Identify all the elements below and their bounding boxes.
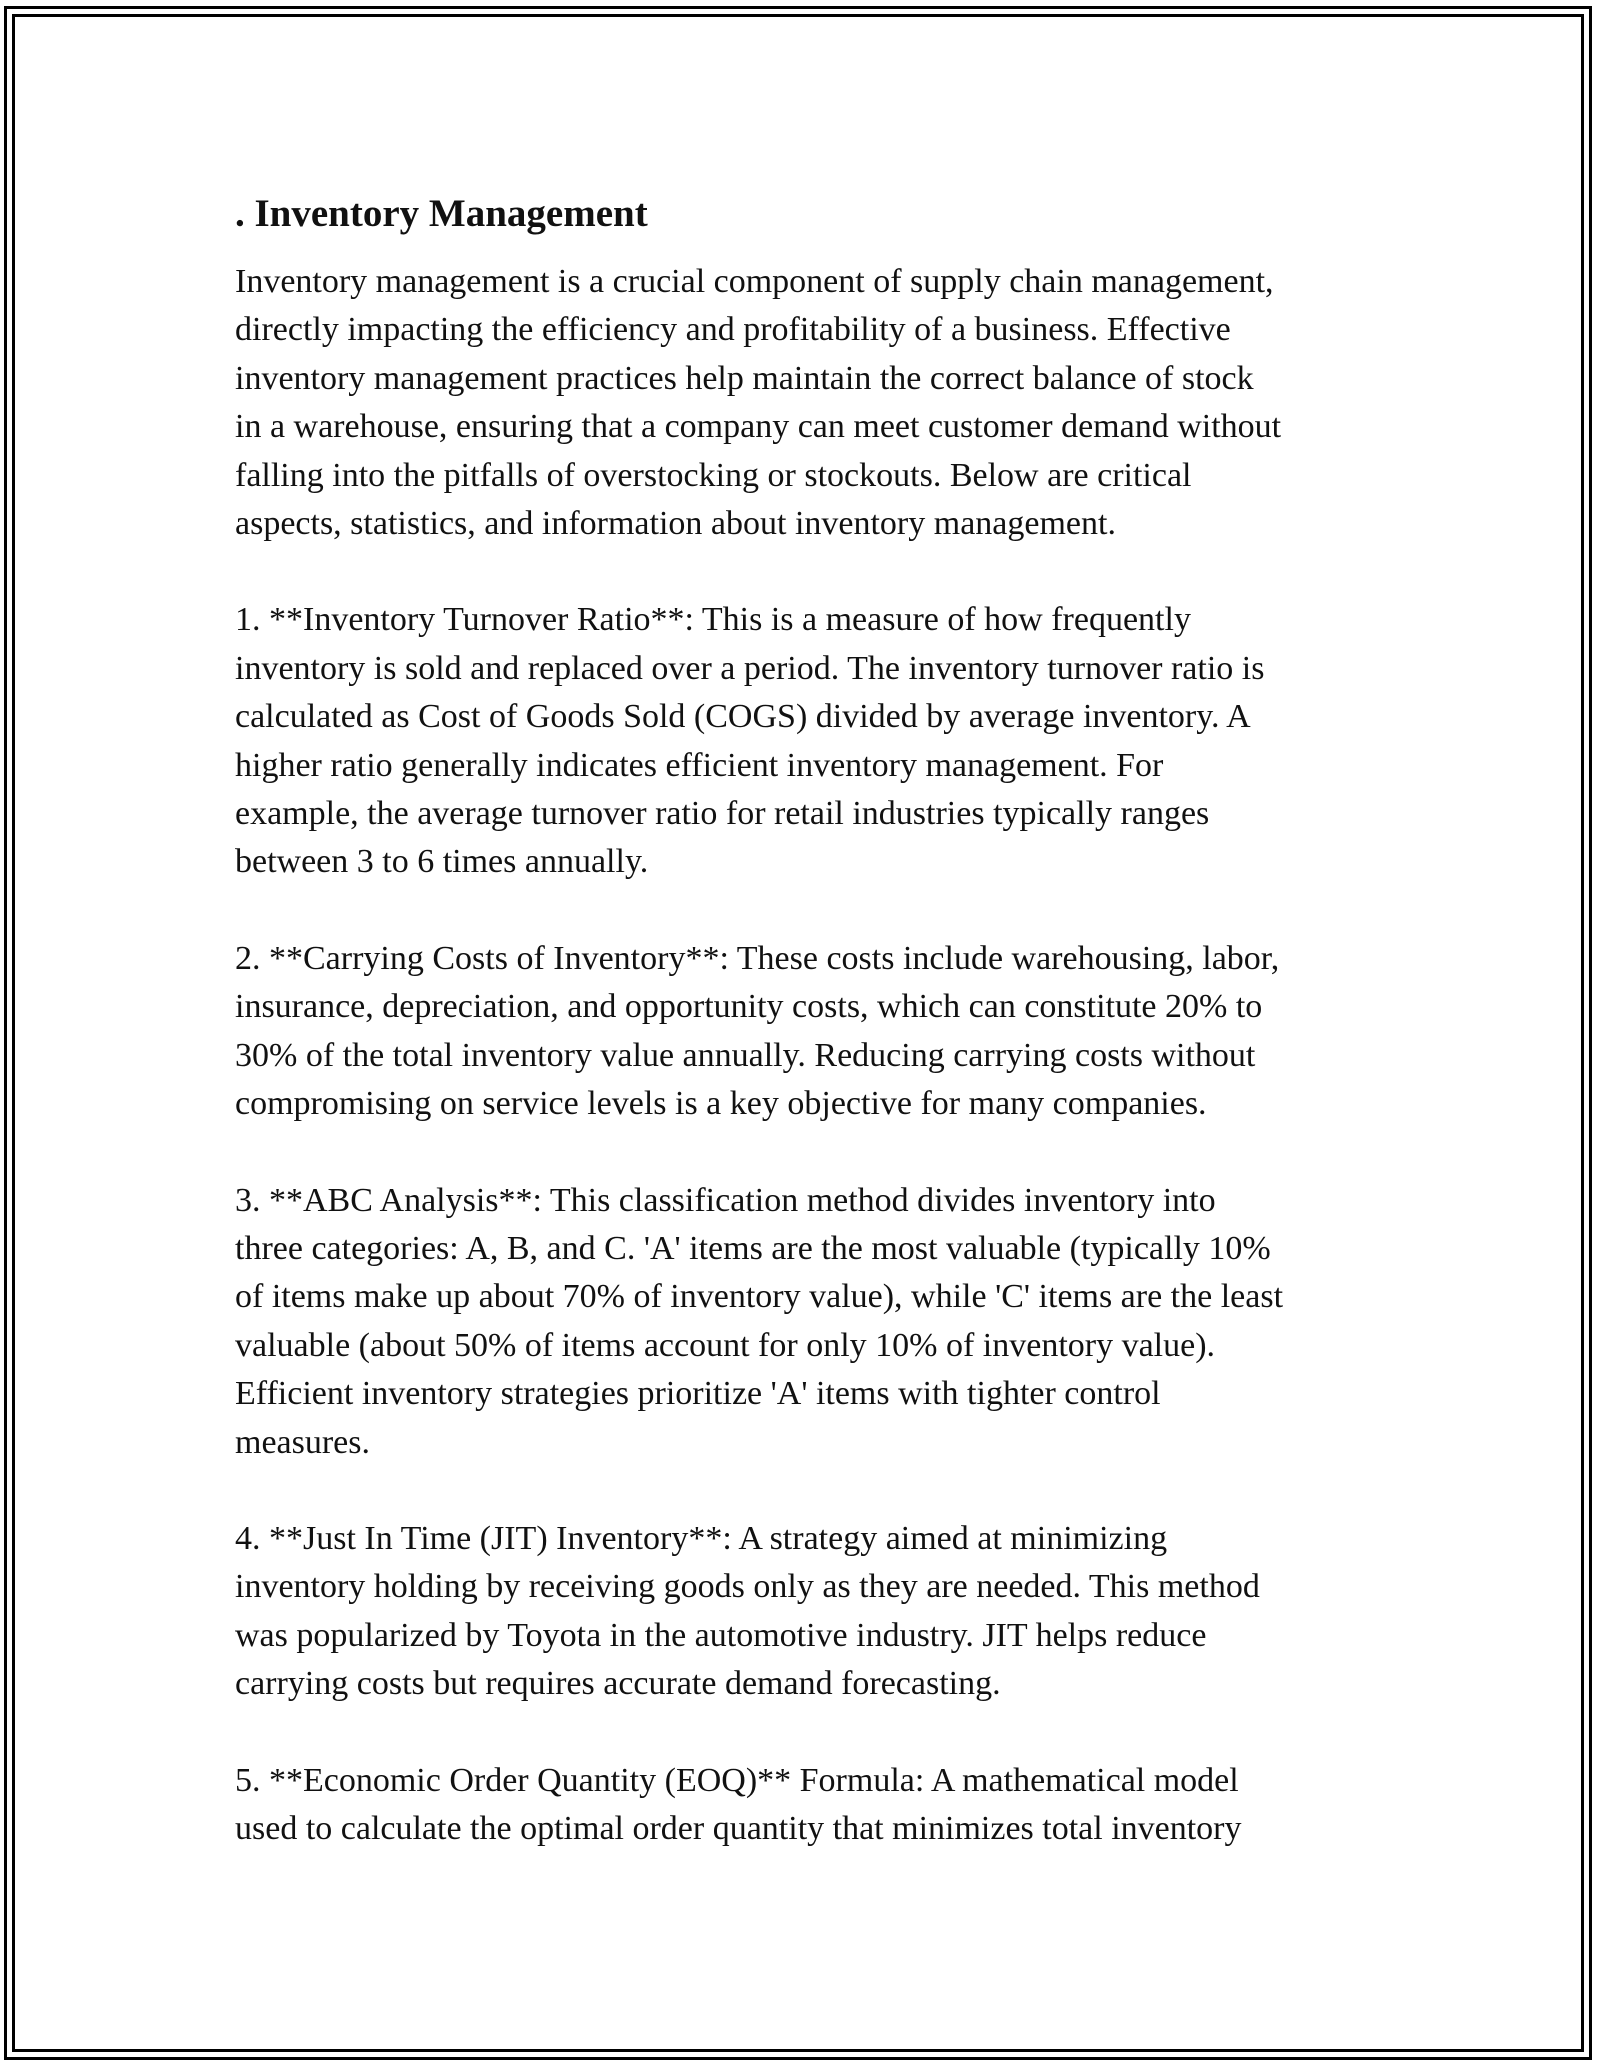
paragraph-economic-order-quantity: 5. **Economic Order Quantity (EOQ)** Formula: A mathematical model used to calculate the optimal order quantity that minimizes total inventory: [235, 1761, 1242, 1847]
paragraph-abc-analysis: 3. **ABC Analysis**: This classification method divides inventory into three categories: A, B, and C. 'A' items are the most valuable (typically 10% of items make up about 70% of inventory value), while 'C' items are the least valuable (about 50% of items account for only 10% of inventory value). Efficient inventory strategies prioritize 'A' items with tighter control measures.: [235, 1181, 1284, 1461]
paragraph-just-in-time: 4. **Just In Time (JIT) Inventory**: A strategy aimed at minimizing inventory holding by receiving goods only as they are needed. This method was popularized by Toyota in the automotive industry. JIT helps reduce carrying costs but requires accurate demand forecasting.: [235, 1519, 1260, 1703]
section-heading: . Inventory Management: [235, 192, 648, 235]
paragraph-carrying-costs: 2. **Carrying Costs of Inventory**: These costs include warehousing, labor, insurance, depreciation, and opportunity costs, which can constitute 20% to 30% of the total inventory value annually. Reducing carrying costs without compromising on service levels is a key objective for many companies.: [235, 939, 1280, 1123]
document-body: [235, 188, 1370, 1901]
paragraph-inventory-turnover-ratio: 1. **Inventory Turnover Ratio**: This is a measure of how frequently inventory is sold and replaced over a period. The inventory turnover ratio is calculated as Cost of Goods Sold (COGS) divided by average inventory. A higher ratio generally indicates efficient inventory management. For example, the average turnover ratio for retail industries typically ranges between 3 to 6 times annually.: [235, 601, 1265, 881]
intro-paragraph: Inventory management is a crucial component of supply chain management, directly impacting the efficiency and profitability of a business. Effective inventory management practices help maintain the correct balance of stock in a warehouse, ensuring that a company can meet customer demand without falling into the pitfalls of overstocking or stockouts. Below are critical aspects, statistics, and information about inventory management.: [235, 263, 1282, 543]
